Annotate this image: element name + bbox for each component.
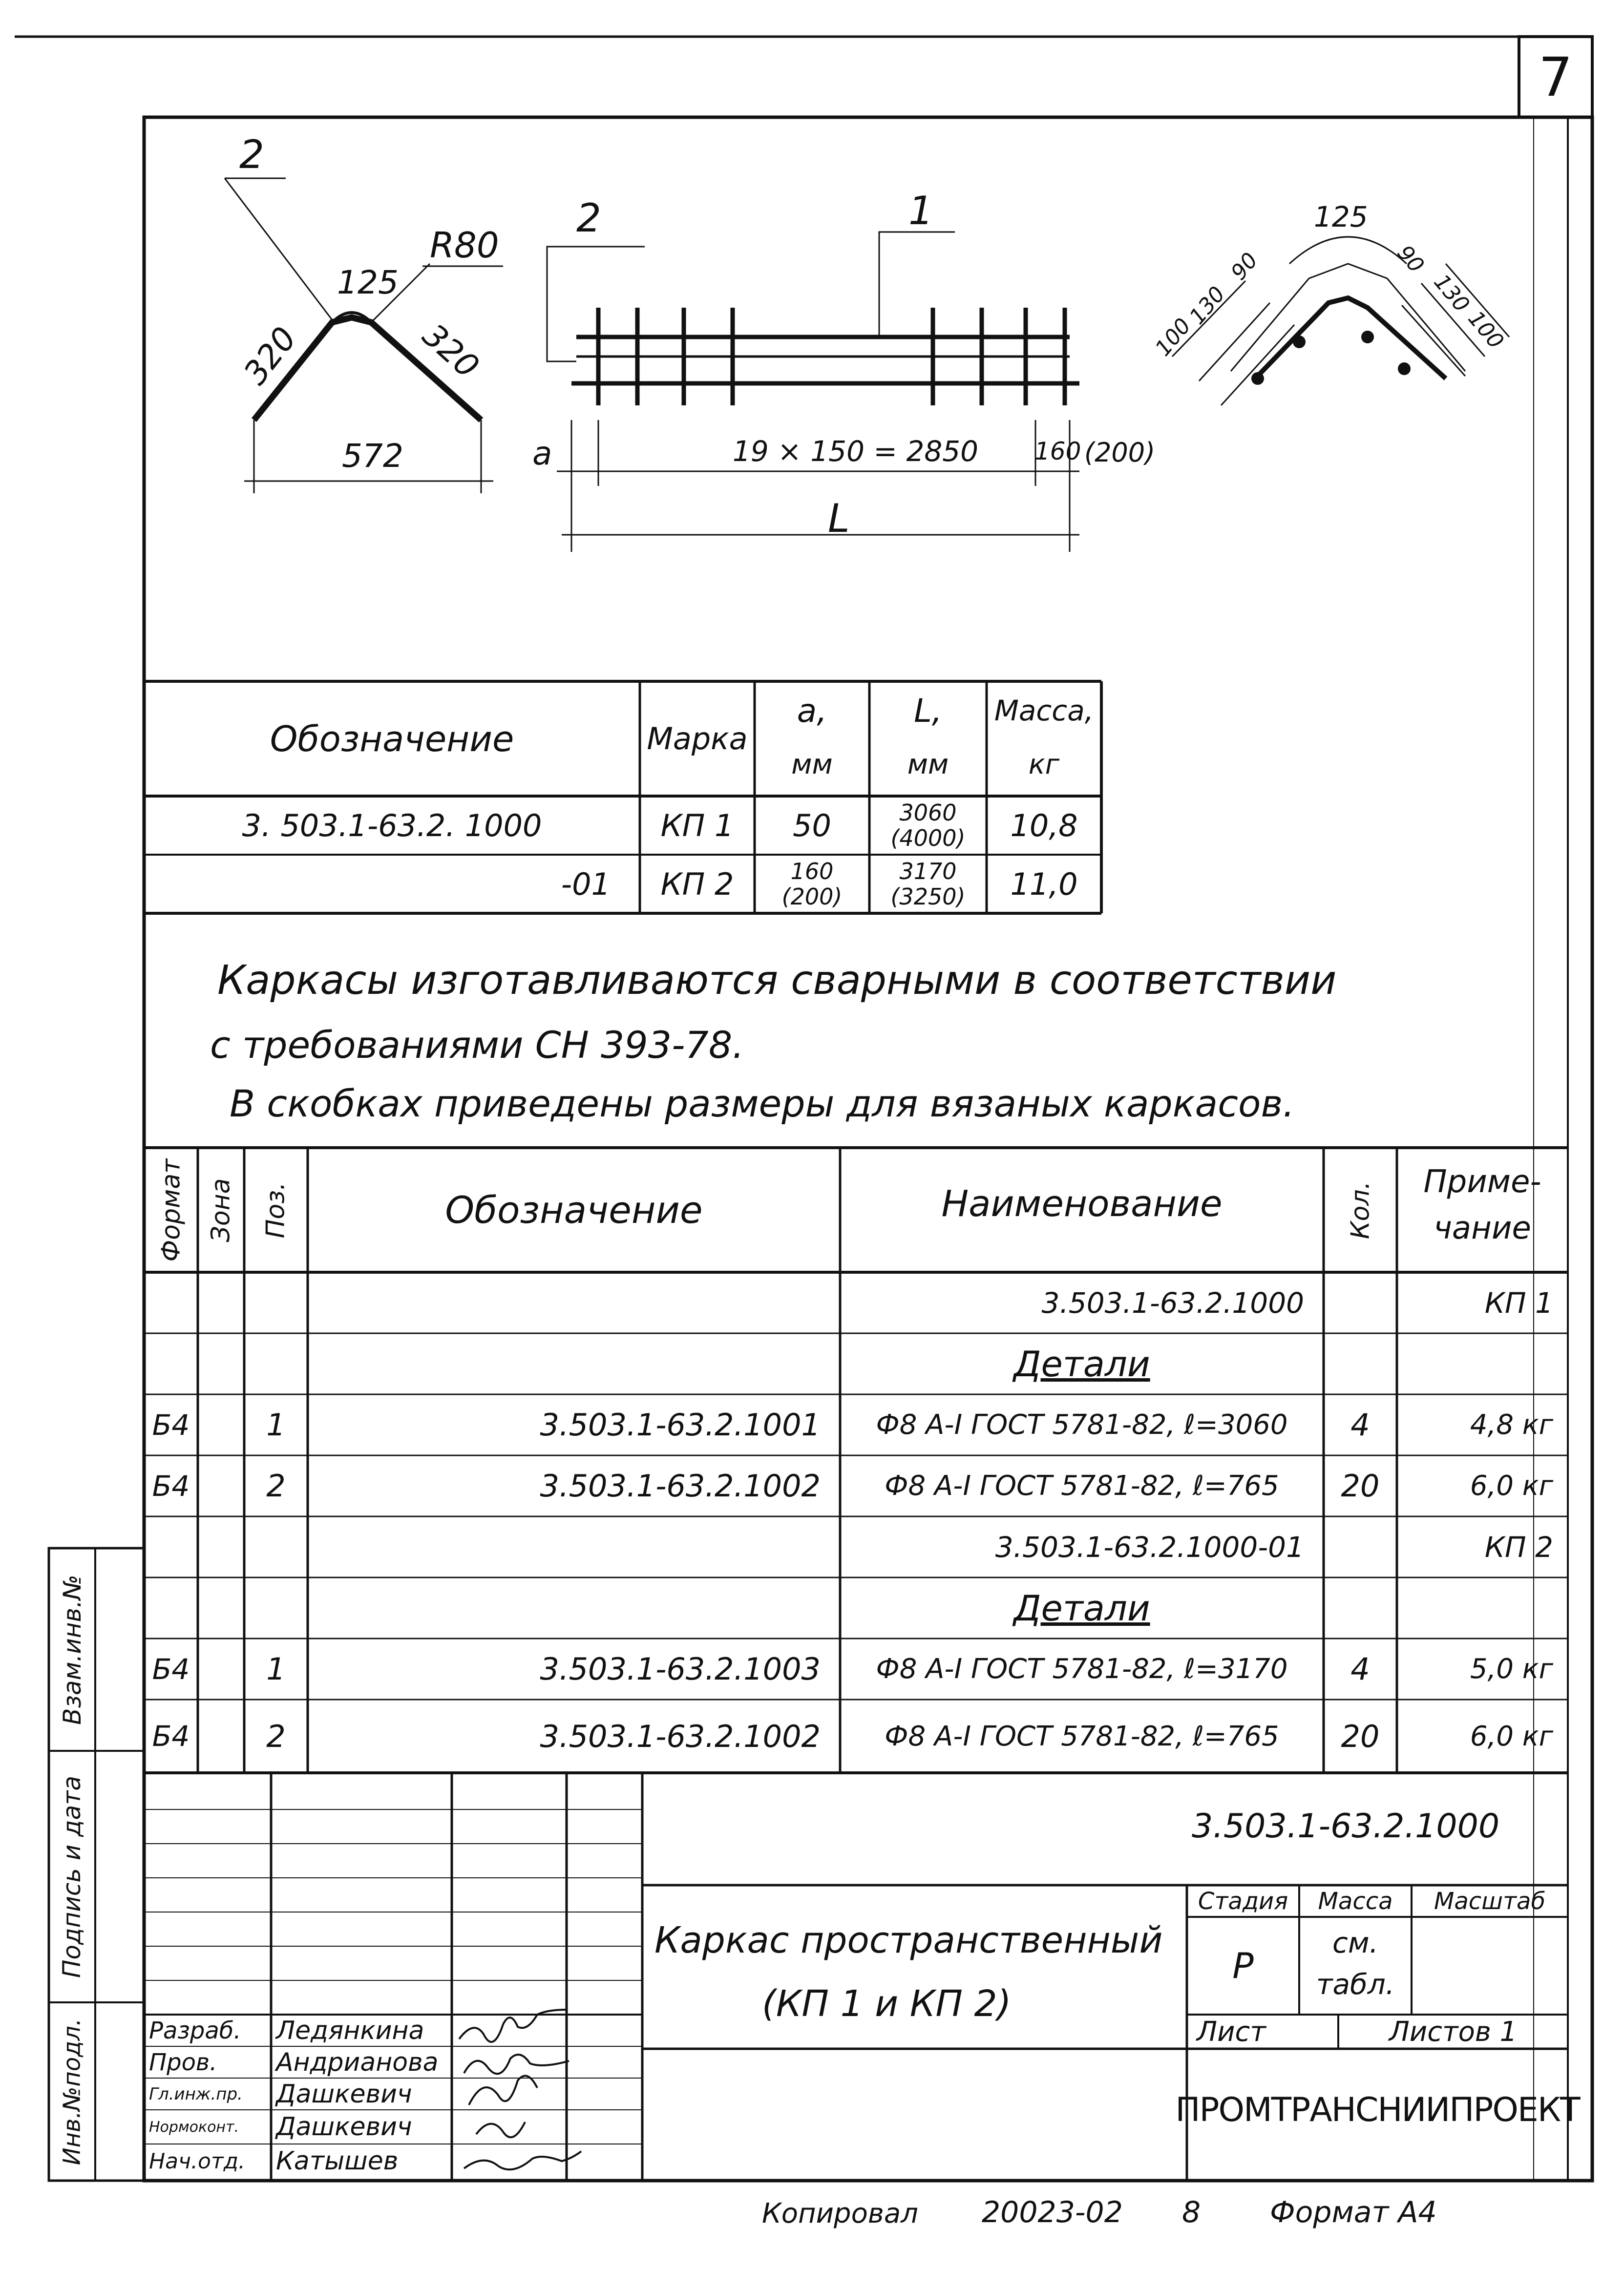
spec-header-name: Наименование <box>941 1183 1223 1225</box>
stage-value: Р <box>1232 1945 1254 1986</box>
person-2-name: Дашкевич <box>276 2079 412 2109</box>
sheet-label: Лист <box>1197 2016 1266 2048</box>
marks-row-1-mass: 11,0 <box>1010 866 1078 902</box>
marks-row-1-mark: КП 2 <box>660 866 734 902</box>
person-0-name: Ледянкина <box>276 2016 424 2045</box>
person-1-role: Пров. <box>149 2048 217 2076</box>
marks-row-0-L: 3060 <box>899 799 957 826</box>
spec-header-qty: Кол. <box>1346 1181 1375 1239</box>
title-code: 3.503.1-63.2.1000 <box>1192 1807 1500 1846</box>
right-view-left-dim-0: 100 <box>1150 313 1196 361</box>
mass-value-1: см. <box>1332 1926 1379 1959</box>
footer-order: 20023-02 <box>982 2195 1123 2229</box>
spec-row-4-name: 3.503.1-63.2.1000-01 <box>995 1530 1304 1564</box>
marks-row-0-mass: 10,8 <box>1010 807 1078 843</box>
marks-header-a-unit: мм <box>791 748 833 780</box>
spec-row-5-name: Детали <box>1013 1587 1150 1629</box>
mid-view-pos1-label: 1 <box>908 188 933 233</box>
note-line-0: Каркасы изготавливаются сварными в соответствии <box>217 957 1337 1004</box>
signatures <box>459 2010 581 2169</box>
left-view-pos-label: 2 <box>239 132 264 177</box>
spec-row-7-format: Б4 <box>152 1720 190 1753</box>
spec-row-7-note: 6,0 кг <box>1470 1720 1553 1752</box>
spec-header-format: Формат <box>156 1158 186 1261</box>
marks-row-1-a-alt: (200) <box>781 883 843 910</box>
mass-label: Масса <box>1318 1887 1393 1915</box>
spec-row-2-pos: 1 <box>266 1407 286 1443</box>
person-2-role: Гл.инж.пр. <box>149 2084 243 2104</box>
marks-header-designation: Обозначение <box>270 718 514 759</box>
spec-row-4-note: КП 2 <box>1484 1530 1553 1564</box>
scale-label: Масштаб <box>1434 1887 1546 1915</box>
dim-spacing-label: 19 × 150 = 2850 <box>733 435 979 468</box>
spec-header-pos: Поз. <box>261 1181 291 1239</box>
title-line-1: Каркас пространственный <box>654 1919 1163 1961</box>
stage-label: Стадия <box>1198 1887 1288 1915</box>
right-view-right-dim-2: 100 <box>1463 306 1509 354</box>
marks-row-0-designation: 3. 503.1-63.2. 1000 <box>242 807 542 843</box>
person-0-role: Разраб. <box>149 2017 241 2044</box>
spec-row-2-format: Б4 <box>152 1408 190 1442</box>
spec-row-0-name: 3.503.1-63.2.1000 <box>1041 1286 1304 1320</box>
footer-copied: Копировал <box>762 2198 918 2229</box>
dim-end-alt-label: (200) <box>1084 437 1156 468</box>
left-view-side-right-dim: 320 <box>415 316 486 386</box>
spec-header-note-1: Приме- <box>1423 1164 1541 1200</box>
spec-row-6-qty: 4 <box>1350 1651 1370 1687</box>
footer-format: Формат А4 <box>1270 2195 1437 2229</box>
spec-row-7-qty: 20 <box>1341 1718 1380 1754</box>
spec-header-note-2: чание <box>1434 1210 1531 1246</box>
spec-row-3-format: Б4 <box>152 1469 190 1503</box>
marks-row-0-mark: КП 1 <box>660 807 734 843</box>
left-view-top-dim: 125 <box>337 264 399 301</box>
title-line-2: (КП 1 и КП 2) <box>762 1983 1012 2025</box>
spec-row-6-designation: 3.503.1-63.2.1003 <box>540 1651 821 1687</box>
spec-row-3-name: Ф8 А-I ГОСТ 5781-82, ℓ=765 <box>885 1470 1279 1502</box>
radius-label: R80 <box>430 225 499 266</box>
right-view-right-dim-0: 90 <box>1392 240 1429 278</box>
mass-value-2: табл. <box>1316 1967 1395 2001</box>
spec-row-3-designation: 3.503.1-63.2.1002 <box>540 1468 821 1504</box>
spec-row-3-note: 6,0 кг <box>1470 1470 1553 1502</box>
right-view-left-dim-1: 130 <box>1184 281 1230 330</box>
marks-header-L: L, <box>914 692 942 730</box>
side-stamp-inv-podl: Инв.№подл. <box>58 2018 86 2165</box>
person-4-role: Нач.отд. <box>149 2148 245 2174</box>
marks-header-mark: Марка <box>647 721 748 757</box>
middle-view-drawing <box>547 232 1079 552</box>
spec-row-2-qty: 4 <box>1350 1407 1370 1443</box>
marks-header-mass: Масса, <box>994 694 1094 727</box>
marks-row-0-L-alt: (4000) <box>890 825 966 851</box>
spec-row-2-note: 4,8 кг <box>1470 1409 1553 1441</box>
person-4-name: Катышев <box>276 2146 399 2176</box>
spec-header-designation: Обозначение <box>445 1188 703 1232</box>
spec-row-6-note: 5,0 кг <box>1470 1653 1553 1685</box>
spec-row-2-name: Ф8 А-I ГОСТ 5781-82, ℓ=3060 <box>876 1409 1288 1441</box>
marks-row-0-a: 50 <box>793 807 831 843</box>
footer-num: 8 <box>1182 2195 1201 2229</box>
spec-row-2-designation: 3.503.1-63.2.1001 <box>540 1407 821 1443</box>
spec-row-7-name: Ф8 А-I ГОСТ 5781-82, ℓ=765 <box>885 1720 1279 1752</box>
page-number: 7 <box>1539 45 1573 108</box>
marks-row-1-a: 160 <box>790 858 834 884</box>
marks-row-1-L: 3170 <box>899 858 957 884</box>
marks-row-1-L-alt: (3250) <box>890 883 966 910</box>
marks-row-1-designation: -01 <box>561 866 611 902</box>
note-line-1: с требованиями СН 393-78. <box>210 1023 744 1067</box>
spec-row-6-name: Ф8 А-I ГОСТ 5781-82, ℓ=3170 <box>876 1653 1288 1685</box>
person-3-role: Нормоконт. <box>149 2118 239 2136</box>
mid-view-pos2-label: 2 <box>576 195 601 241</box>
note-line-2: В скобках приведены размеры для вязаных каркасов. <box>230 1082 1295 1125</box>
right-view-drawing <box>1172 237 1509 405</box>
spec-row-3-pos: 2 <box>266 1468 286 1504</box>
marks-header-L-unit: мм <box>907 748 949 780</box>
spec-row-3-qty: 20 <box>1341 1468 1380 1504</box>
person-3-name: Дашкевич <box>276 2112 412 2142</box>
dim-a-label: a <box>532 435 552 472</box>
spec-header-zone: Зона <box>206 1177 236 1242</box>
right-view-right-dim-1: 130 <box>1429 269 1475 317</box>
person-1-name: Андрианова <box>276 2047 439 2077</box>
spec-row-1-name: Детали <box>1013 1343 1150 1385</box>
side-stamp-sign-date: Подпись и дата <box>58 1775 86 1978</box>
right-view-top-dim: 125 <box>1314 200 1368 233</box>
spec-row-6-format: Б4 <box>152 1652 190 1686</box>
organization-name: ПРОМТРАНСНИИПРОЕКТ <box>1175 2090 1580 2129</box>
side-stamp-inv-zam: Взам.инв.№ <box>58 1574 86 1725</box>
marks-header-a: a, <box>797 692 827 730</box>
dim-L-label: L <box>828 496 850 541</box>
spec-row-7-pos: 2 <box>266 1718 286 1754</box>
left-view-side-left-dim: 320 <box>236 320 304 392</box>
spec-row-7-designation: 3.503.1-63.2.1002 <box>540 1718 821 1754</box>
dim-end-label: 160 <box>1034 437 1081 465</box>
right-view-left-dim-2: 90 <box>1226 248 1263 285</box>
left-view-base-dim: 572 <box>342 437 403 475</box>
marks-header-mass-unit: кг <box>1028 748 1060 780</box>
spec-row-6-pos: 1 <box>266 1651 286 1687</box>
sheets-label: Листов 1 <box>1389 2016 1518 2048</box>
spec-row-0-note: КП 1 <box>1484 1286 1553 1320</box>
